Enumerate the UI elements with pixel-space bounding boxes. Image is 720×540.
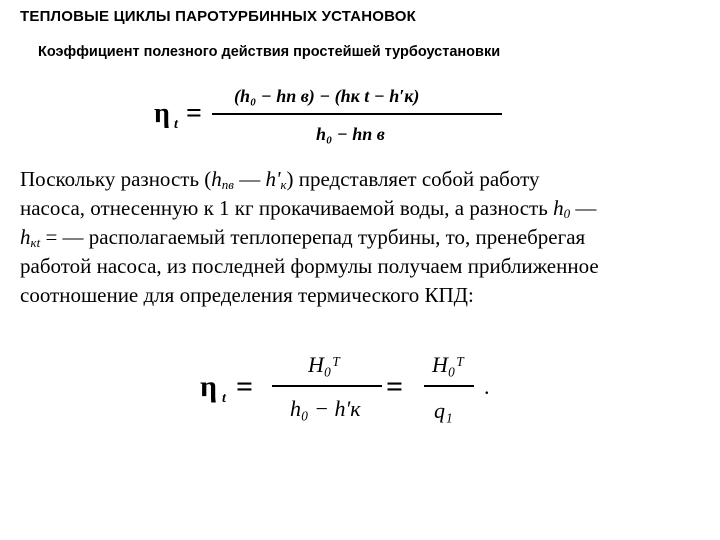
fraction-1-numerator: H₀ᵀ [308, 352, 341, 377]
eta-subscript: t [174, 117, 178, 132]
eta-subscript-2: t [222, 391, 226, 406]
equals-sign-3: = [386, 370, 404, 403]
efficiency-formula-full [150, 78, 510, 153]
fraction-2-numerator: H₀ᵀ [432, 352, 465, 377]
formula-numerator: (h₀ − hп в) − (hк t − h′к) [234, 86, 420, 106]
paragraph-line-5: соотношение для определения термического КПД: [20, 283, 474, 307]
explanation-paragraph [20, 165, 700, 310]
paragraph-line-2: насоса, отнесенную к 1 кг прокачиваемой воды, а разность $h_0$ — [20, 196, 597, 221]
slide-title: ТЕПЛОВЫЕ ЦИКЛЫ ПАРОТУРБИННЫХ УСТАНОВОК [20, 8, 416, 25]
equals-sign: = [186, 98, 202, 129]
efficiency-formula-approx [196, 338, 516, 443]
formula-denominator: h₀ − hп в [316, 124, 385, 144]
equals-sign-2: = [236, 370, 254, 403]
slide-subtitle: Коэффициент полезного действия простейшей турбоустановки [38, 44, 501, 60]
eta-symbol-2: η [200, 370, 218, 403]
paragraph-line-3: $h_{кt}$ = — располагаемый теплоперепад турбины, то, пренебрегая [20, 225, 586, 250]
fraction-1-denominator: h₀ − h′к [290, 396, 361, 421]
fraction-2-denominator: q₁ [434, 398, 453, 423]
paragraph-line-4: работой насоса, из последней формулы получаем приближенное [20, 254, 599, 278]
paragraph-line-1: Поскольку разность ($h_{пв}$ — $h'_к$) представляет собой работу [20, 167, 540, 192]
formula-end-period: . [484, 374, 490, 399]
eta-symbol: η [154, 98, 170, 129]
